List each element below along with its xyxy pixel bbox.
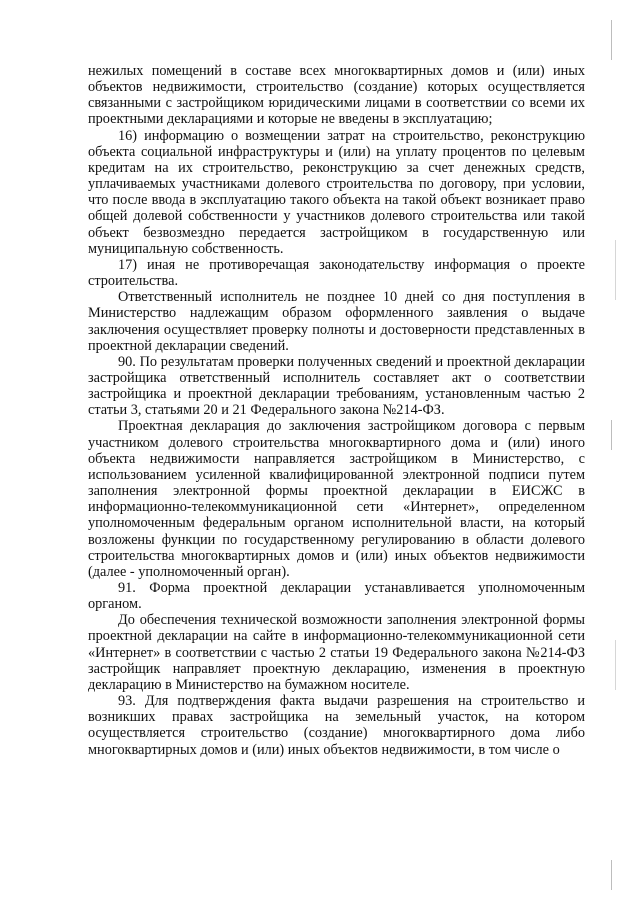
scan-edge-mark (611, 420, 612, 450)
scan-edge-mark (615, 640, 616, 690)
document-body (88, 63, 585, 758)
paragraph-1: нежилых помещений в составе всех многоквартирных домов и (или) иных объектов недвижимости, строительство (создание) которых осуществляется связанными с застройщиком юридическими лицами в соответствии со всеми их проектными декларациями и которые не введены в эксплуатацию; (88, 63, 585, 128)
paragraph-6: Проектная декларация до заключения застройщиком договора с первым участником долевого строительства многоквартирного дома и (или) иного объекта недвижимости направляется застройщиком в Министерство, с использованием усиленной квалифицированной электронной подписи путем заполнения электронной формы проектной декларации в ЕИСЖС в информационно-телекоммуникационной сети «Интернет», определенном уполномоченным федеральным органом исполнительной власти, на который возложены функции по государственному регулированию в области долевого строительства многоквартирных домов и (или) иных объектов недвижимости (далее - уполномоченный орган). (88, 418, 585, 580)
paragraph-2: 16) информацию о возмещении затрат на строительство, реконструкцию объекта социальной инфраструктуры и (или) на уплату процентов по целевым кредитам на их строительство, реконструкцию за счет денежных средств, уплачиваемых участниками долевого строительства по договору, при условии, что после ввода в эксплуатацию такого объекта на такой объект возникает право общей долевой собственности у участников долевого строительства или такой объект безвозмездно передается застройщиком в государственную или муниципальную собственность. (88, 127, 585, 257)
paragraph-9: 93. Для подтверждения факта выдачи разрешения на строительство и возникших правах застройщика на земельный участок, на котором осуществляется строительство (создание) многоквартирного дома либо многоквартирных домов и (или) иных объектов недвижимости, в том числе о (88, 693, 585, 758)
scan-edge-mark (615, 240, 616, 300)
paragraph-4: Ответственный исполнитель не позднее 10 дней со дня поступления в Министерство надлежащим образом оформленного заявления о выдаче заключения осуществляет проверку полноты и достоверности представленных в проектной декларации сведений. (88, 289, 585, 354)
scan-edge-mark (611, 860, 612, 890)
paragraph-3: 17) иная не противоречащая законодательству информация о проекте строительства. (88, 256, 585, 290)
paragraph-5: 90. По результатам проверки полученных сведений и проектной декларации застройщика ответственный исполнитель составляет акт о соответствии застройщика и проектной декларации требованиям, установленным частью 2 статьи 3, статьями 20 и 21 Федерального закона №214-ФЗ. (88, 353, 585, 419)
paragraph-7: 91. Форма проектной декларации устанавливается уполномоченным органом. (88, 580, 585, 613)
paragraph-8: До обеспечения технической возможности заполнения электронной формы проектной декларации на сайте в информационно-телекоммуникационной сети «Интернет» в соответствии с частью 2 статьи 19 Федерального закона №214-ФЗ застройщик направляет проектную декларацию, изменения в проектную декларацию в Министерство на бумажном носителе. (88, 612, 585, 693)
scan-edge-mark (611, 20, 612, 60)
